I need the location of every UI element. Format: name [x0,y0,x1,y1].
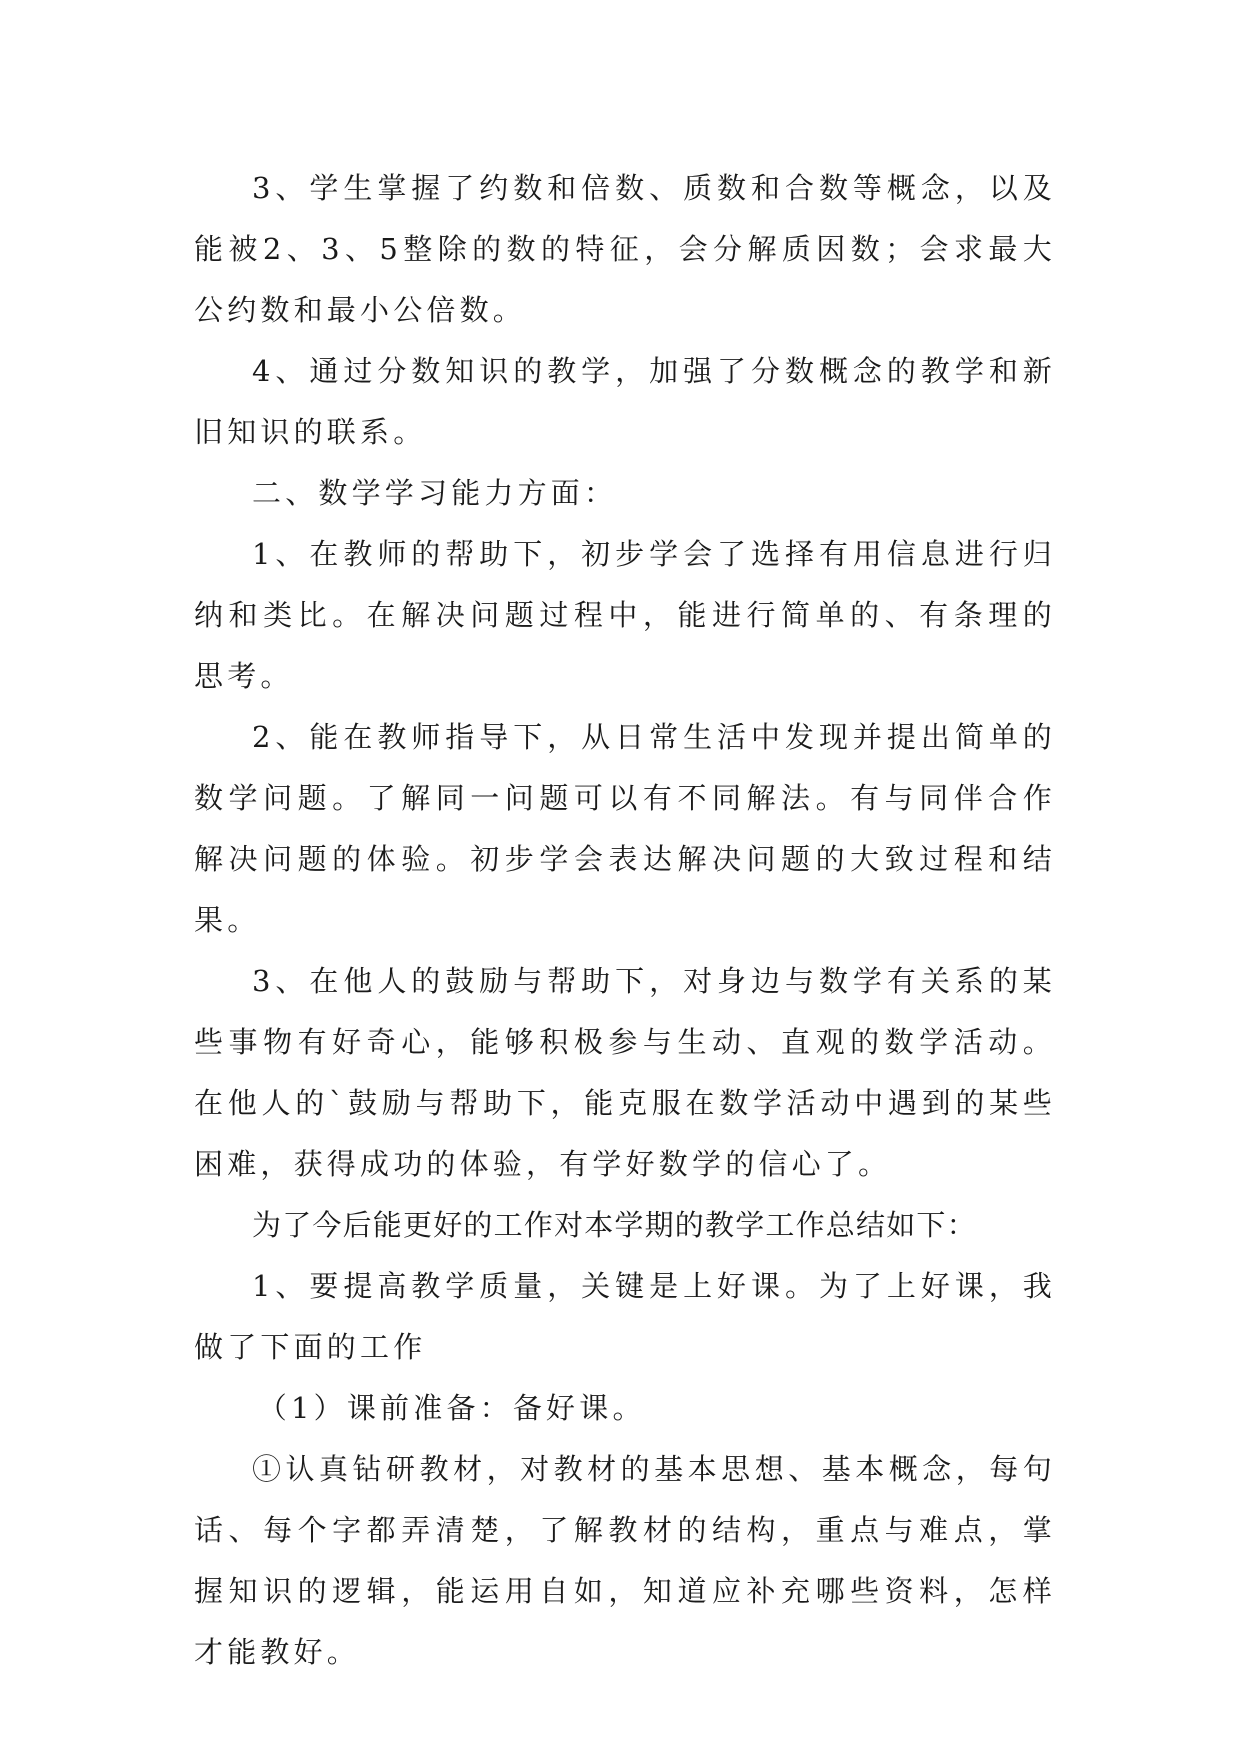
paragraph-summary-intro: 为了今后能更好的工作对本学期的教学工作总结如下： [252,1208,977,1242]
section-heading-learning-ability: 二、数学学习能力方面： [252,476,618,510]
document-page [194,158,1056,1683]
paragraph-study-textbook: ①认真钻研教材，对教材的基本思想、基本概念，每句话、每个字都弄清楚，了解教材的结构，重点与难点，掌握知识的逻辑，能运用自如，知道应补充哪些资料，怎样才能教好。 [194,1452,1056,1669]
paragraph-fractions: 4、通过分数知识的教学，加强了分数概念的教学和新旧知识的联系。 [194,354,1056,449]
paragraph-induction-analogy: 1、在教师的帮助下，初步学会了选择有用信息进行归纳和类比。在解决问题过程中，能进行简单的、有条理的思考。 [194,537,1056,693]
paragraph-curiosity-confidence: 3、在他人的鼓励与帮助下，对身边与数学有关系的某些事物有好奇心，能够积极参与生动、直观的数学活动。在他人的`鼓励与帮助下，能克服在数学活动中遇到的某些困难，获得成功的体验，有学好数学的信心了。 [194,964,1056,1181]
paragraph-lesson-prep: （1）课前准备：备好课。 [257,1391,646,1425]
paragraph-divisors-primes: 3、学生掌握了约数和倍数、质数和合数等概念，以及能被2、3、5整除的数的特征，会分解质因数；会求最大公约数和最小公倍数。 [194,171,1056,327]
paragraph-teaching-quality: 1、要提高教学质量，关键是上好课。为了上好课，我做了下面的工作 [194,1269,1056,1364]
paragraph-problem-solving: 2、能在教师指导下，从日常生活中发现并提出简单的数学问题。了解同一问题可以有不同解法。有与同伴合作解决问题的体验。初步学会表达解决问题的大致过程和结果。 [194,720,1056,937]
